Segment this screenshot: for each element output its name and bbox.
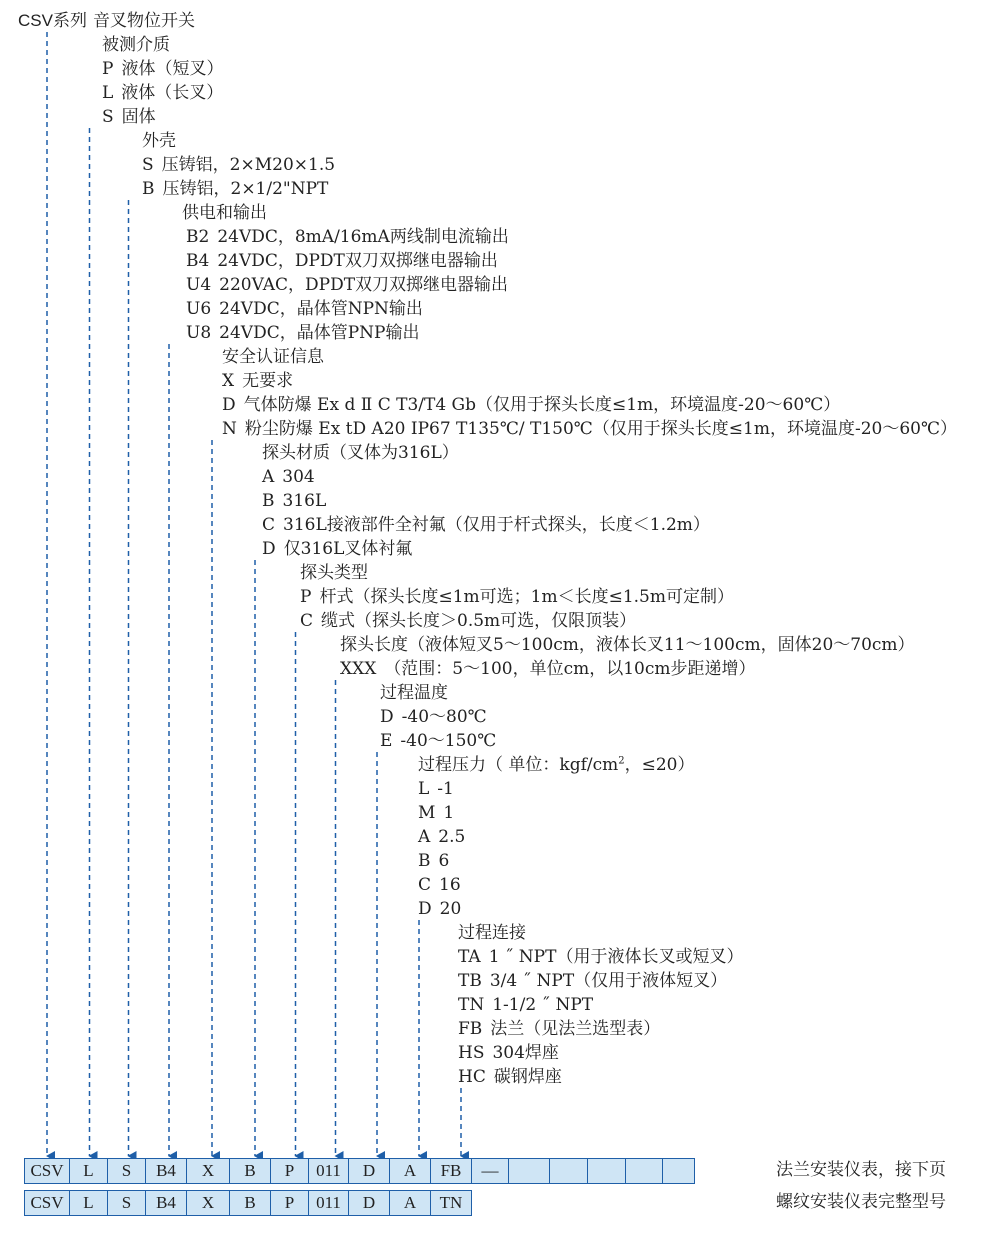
option-desc: 2.5 [438,827,466,847]
option-code: L [102,83,114,103]
section-title-tail: ，≤20） [624,755,695,775]
option-desc: 6 [438,851,450,871]
option-desc: 220VAC，DPDT双刀双掷继电器输出 [219,275,509,295]
section-title-text: 音叉物位开关 [92,11,195,31]
code-cell: A [390,1191,431,1216]
code-cell [626,1159,663,1184]
option-desc: 压铸铝，2×M20×1.5 [161,155,336,175]
option-code: P [300,587,312,607]
option-code: M [418,803,436,823]
option-desc: -40～80℃ [401,707,487,727]
code-cell: X [187,1159,230,1184]
option-desc: 气体防爆 Ex d Ⅱ C T3/T4 Gb（仅用于探头长度≤1m，环境温度-20～60℃） [243,395,841,415]
option-desc: 粉尘防爆 Ex tD A20 IP67 T135℃/ T150℃（仅用于探头长度≤1m，环境温度-20～60℃） [244,419,957,439]
code-cell [663,1159,695,1184]
option-desc: 3/4 ˝ NPT（仅用于液体短叉） [489,971,728,991]
option-desc: 16 [439,875,461,895]
section-title-text: 探头长度（液体短叉5～100cm，液体长叉11～100cm，固体20～70cm） [340,635,915,655]
option-code: B [262,491,275,511]
option-desc: 液体（短叉） [121,59,224,79]
code-cell: X [187,1191,230,1216]
option-desc: 缆式（探头长度＞0.5m可选，仅限顶装） [321,611,637,631]
code-cell: D [349,1191,390,1216]
section-title-text: 过程温度 [380,683,448,703]
section-title-text: 被测介质 [102,35,170,55]
option-code: B [142,179,155,199]
option-code: U4 [186,275,212,295]
option-code: E [380,731,393,751]
option-desc: 1-1/2 ˝ NPT [492,995,594,1015]
option-code: U6 [186,299,212,319]
option-code: TB [458,971,482,991]
series-code: CSV系列 [18,11,87,30]
option-code: A [262,467,275,487]
option-desc: 压铸铝，2×1/2"NPT [162,179,329,199]
option-desc: 24VDC，晶体管PNP输出 [219,323,420,343]
superscript: 2 [618,755,625,767]
code-cell: L [70,1159,108,1184]
section-title-text: 安全认证信息 [222,347,324,367]
option-desc: 无要求 [242,371,294,391]
option-code: FB [458,1019,483,1039]
code-cell: B [230,1159,271,1184]
option-desc: 固体 [121,107,156,127]
option-desc: -40～150℃ [400,731,497,751]
section-title-text: 外壳 [142,131,176,151]
option-desc: 1 ˝ NPT（用于液体长叉或短叉） [488,947,744,967]
option-code: B2 [186,227,210,247]
code-cell: TN [431,1191,472,1216]
code-cell [509,1159,550,1184]
code-cell: FB [431,1159,472,1184]
option-code: C [300,611,314,631]
option-code: TN [458,995,485,1015]
option-desc: 液体（长叉） [121,83,224,103]
option-code: N [222,419,237,439]
code-cell: B4 [146,1159,187,1184]
code-cell: S [108,1191,146,1216]
code-cell: CSV [25,1191,70,1216]
code-cell: CSV [25,1159,70,1184]
option-desc: 碳钢焊座 [493,1067,562,1087]
code-cell [550,1159,588,1184]
option-desc: 316L [282,491,327,511]
option-code: C [418,875,432,895]
code-cell: P [271,1159,309,1184]
section-title-text: 过程连接 [458,923,526,943]
option-code: P [102,59,114,79]
option-desc: 仅316L叉体衬氟 [283,539,413,559]
code-cell: D [349,1159,390,1184]
code-cell: — [472,1159,509,1184]
option-code: X [222,371,235,391]
code-cell: A [390,1159,431,1184]
option-desc: 20 [439,899,462,919]
option-code: B [418,851,431,871]
option-desc: 24VDC，8mA/16mA两线制电流输出 [217,227,509,247]
section-title-text: 探头材质（叉体为316L） [262,443,459,463]
option-desc: 法兰（见法兰选型表） [490,1019,661,1039]
option-code: L [418,779,430,799]
option-desc: -1 [437,779,454,799]
option-code: S [142,155,154,175]
option-code: D [262,539,276,559]
option-desc: 304焊座 [492,1043,559,1063]
section-title-text: 供电和输出 [182,203,267,223]
row-note-flange: 法兰安装仪表，接下页 [776,1160,946,1180]
code-cell: 011 [309,1159,349,1184]
option-code: U8 [186,323,212,343]
option-desc: 304 [282,467,315,487]
code-cell: S [108,1159,146,1184]
option-code: XXX [340,659,377,679]
model-code-row-thread [24,1190,472,1216]
section-title-text: 探头类型 [300,563,368,583]
option-code: D [222,395,236,415]
row-note-thread: 螺纹安装仪表完整型号 [776,1192,946,1212]
code-cell: L [70,1191,108,1216]
code-cell: B [230,1191,271,1216]
model-code-row-flange [24,1158,695,1184]
code-cell: B4 [146,1191,187,1216]
option-code: B4 [186,251,210,271]
option-code: C [262,515,276,535]
code-cell [588,1159,626,1184]
code-cell: 011 [309,1191,349,1216]
option-code: S [102,107,114,127]
option-desc: 24VDC，DPDT双刀双掷继电器输出 [217,251,498,271]
option-desc: 316L接液部件全衬氟（仅用于杆式探头，长度＜1.2m） [283,515,710,535]
option-desc: 24VDC，晶体管NPN输出 [219,299,423,319]
option-code: A [418,827,431,847]
option-code: D [418,899,432,919]
code-cell: P [271,1191,309,1216]
option-code: HC [458,1067,486,1087]
option-desc: 杆式（探头长度≤1m可选；1m＜长度≤1.5m可定制） [319,587,734,607]
option-desc: （范围：5～100，单位cm，以10cm步距递增） [384,659,756,679]
option-code: TA [458,947,481,967]
section-title-text: 过程压力（ 单位：kgf/cm [418,755,619,775]
option-desc: 1 [443,803,455,823]
option-code: D [380,707,394,727]
option-code: HS [458,1043,485,1063]
